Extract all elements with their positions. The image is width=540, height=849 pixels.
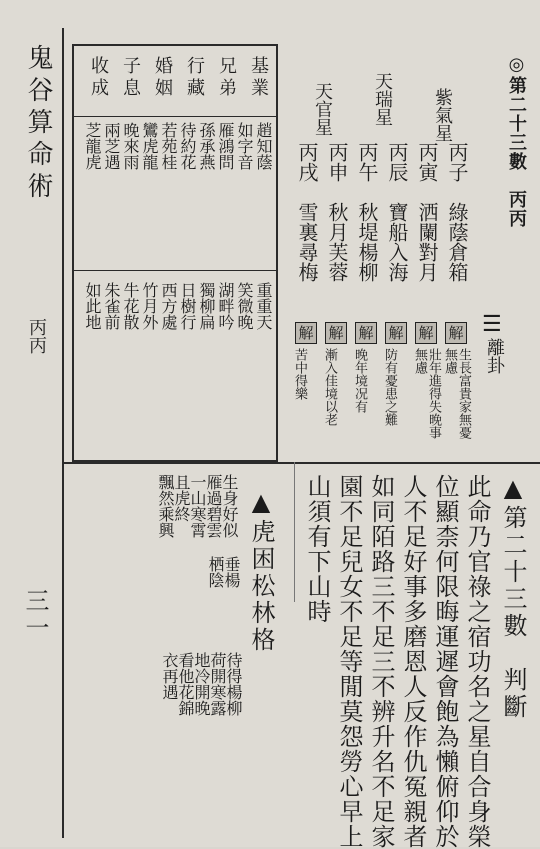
star-line: 丙申 秋月芙蓉 [325,142,349,282]
spine-section: 丙丙 [26,318,47,354]
poem-column: 竹月外 [140,282,159,330]
spine-divider [62,28,64,838]
verse-column: 荷開寒露 [208,652,227,716]
poem-column: 待約花 [178,122,197,170]
poem-column: 若苑桂 [159,122,178,170]
verse-column: 且虎終 [172,474,191,522]
verse-heading: ▲虎困松林格 [247,488,275,654]
poem-column: 朱雀前 [102,282,121,330]
upper-left-box-bottom [72,460,278,462]
star-name: 天官星 [312,82,333,136]
star-line: 丙戌 雪裏尋梅 [295,142,319,282]
verse-column: 栖陰 [206,556,225,588]
verse-column: 生身好似 [220,474,239,538]
category-label: 行藏 [184,56,205,100]
star-note: 晚年境况有 [352,348,367,413]
star-line: 丙辰 寶船入海 [385,142,409,282]
star-line: 丙子 綠蔭倉箱 [445,142,469,282]
upper-left-mid-rule [72,270,278,271]
poem-column: 兩芝遇 [102,122,121,170]
judgement-heading: ▲第二十三數 判斷 [499,474,527,721]
verse-column: 垂楊 [222,556,241,588]
star-note: 苦中得樂 [292,348,307,400]
category-label: 子息 [120,56,141,100]
judgement-column: 人不足好事多磨恩人反作仇冤親者 [399,474,427,849]
poem-block-b [78,282,274,452]
poem-column: 牛花散 [121,282,140,330]
jie-badge: 解 [445,322,467,344]
judgement-text [300,474,492,849]
poem-column: 芝龍虎 [83,122,102,170]
jie-badge: 解 [295,322,317,344]
star-name: 天瑞星 [372,72,393,126]
poem-column: 重重天 [254,282,273,330]
verse-column: 衣再遇 [160,652,179,700]
star-line: 丙午 秋堤楊柳 [355,142,379,282]
poem-column: 湖畔吟 [216,282,235,330]
poem-column: 雁鴻問 [216,122,235,170]
poem-block-a [78,122,274,266]
jie-badge: 解 [415,322,437,344]
poem-column: 笑微晚 [235,282,254,330]
verse-column: 雁過碧雲 [204,474,223,538]
poem-column: 鸞虎龍 [140,122,159,170]
judgement-column: 此命乃官祿之宿功名之星自合身榮 [463,474,491,849]
star-note: 防有憂患之難 [382,348,397,426]
category-label: 基業 [248,56,269,100]
verse-column: 飄然乘興 [156,474,175,538]
poem-column: 西方處 [159,282,178,330]
judgement-column: 山須有下山時 [303,474,331,624]
category-label: 兄弟 [216,56,237,100]
category-label: 收成 [88,56,109,100]
hexagram-icon: ☰ [482,312,502,337]
poem-column: 日樹行 [178,282,197,330]
judgement-column: 位顯柰何限晦運遲會飽為懶俯仰於 [431,474,459,849]
verse-column: 一山寒霄 [188,474,207,538]
star-columns [282,54,472,454]
section-heading: ◎第二十三數 丙丙 [506,54,527,228]
star-name: 紫氣星 [432,88,453,142]
poem-column: 趙知蔭 [254,122,273,170]
poem-column: 如字音 [235,122,254,170]
verse-column: 看他花錦 [176,652,195,716]
poem-column: 如此地 [83,282,102,330]
hexagram-name: 離卦 [484,338,505,374]
verse-bottom [158,652,242,822]
poem-column: 孫承燕 [197,122,216,170]
jie-badge: 解 [325,322,347,344]
jie-badge: 解 [355,322,377,344]
verse-top-2 [200,556,240,626]
category-row [78,52,274,112]
book-title: 鬼谷算命術 [23,44,53,204]
star-note: 壯年進得失晚事無慮 [412,348,441,439]
star-line: 丙寅 洒闌對月 [415,142,439,282]
upper-left-box-left [72,44,74,462]
upper-middle-divider [276,44,278,462]
verse-column: 待得楊柳 [224,652,243,716]
horizontal-divider [62,462,540,464]
star-note: 生長富貴家無憂無慮 [442,348,471,439]
judgement-column: 園不足兒女不足等閒莫怨勞心早上 [335,474,363,849]
jie-badge: 解 [385,322,407,344]
judgement-column: 如同陌路三不足三不辨升名不足家 [367,474,395,849]
upper-left-cat-rule [72,116,278,117]
poem-column: 獨柳扁 [197,282,216,330]
star-note: 漸入佳境以老 [322,348,337,426]
upper-left-box-top [72,44,278,46]
category-label: 婚姻 [152,56,173,100]
verse-column: 地冷開晚 [192,652,211,716]
poem-column: 晚來雨 [121,122,140,170]
page-number: 三一 [21,588,49,642]
lower-middle-divider [294,462,295,602]
